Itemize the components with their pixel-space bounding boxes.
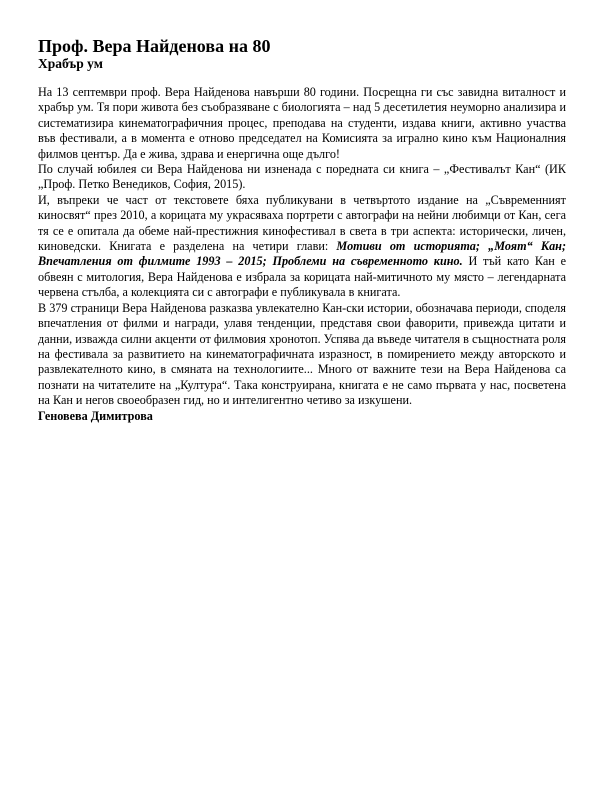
article-author: Геновева Димитрова <box>38 408 153 423</box>
paragraph-2: По случай юбилея си Вера Найденова ни изненада с поредната си книга – „Фестивалът Кан“ (ИК „Проф. Петко Венедиков, София, 2015). <box>38 162 566 192</box>
paragraph-3 <box>38 193 566 301</box>
book-chapters: Мотиви от историята; „Моят“ Кан; Впечатления от филмите 1993 – 2015; Проблеми на съвременното кино. <box>38 239 567 269</box>
paragraph-3-tail: И тъй като Кан е обвеян с митология, Вера Найденова е избрала за корицата най-митичното му място – легендарната червена стълба, а колекцията си с автографи е публикувала в книгата. <box>38 254 566 300</box>
paragraph-1: На 13 септември проф. Вера Найденова навърши 80 години. Посрещна ги със завидна виталност и храбър ум. Тя пори живота без съобразяване с биологията – над 5 десетилетия неуморно анализира и систематизира кинематографичния процес, преподава на студенти, издава книги, активно участва във фестивали, а в момента е отново председател на Комисията за игрално кино към Националния филмов център. Да е жива, здрава и енергична още дълго! <box>38 85 566 161</box>
article-body <box>38 85 566 409</box>
article <box>38 36 566 424</box>
article-title: Проф. Вера Найденова на 80 <box>38 36 271 56</box>
article-subtitle: Храбър ум <box>38 56 103 71</box>
paragraph-4: В 379 страници Вера Найденова разказва увлекателно Кан-ски истории, обозначава периоди, споделя впечатления от филми и награди, улавя тенденции, представя свои фаворити, привежда цитати и данни, изважда силни акценти от филмовия хронотоп. Успява да въведе читателя в същностната роля на фестивала за развитието на кинематографичната изразност, в помирението между авторското и развлекателното кино, в смяната на технологиите... Много от важните тези на Вера Найденова са познати на читателите на „Култура“. Така конструирана, книгата е не само първата у нас, посветена на Кан и негов своеобразен гид, но и интелигентно четиво за изкушени. <box>38 300 566 408</box>
paragraph-3-lead: И, въпреки че част от текстовете бяха публикувани в четвъртото издание на „Съвременният киносвят“ през 2010, а корицата му украсяваха портрети с автографи на нейни любимци от Кан, сега тя се е опитала да обеме най-престижния кинофестивал в света в три аспекта: исторически, личен, киноведски. Книгата е разделена на четири глави: <box>38 192 566 254</box>
